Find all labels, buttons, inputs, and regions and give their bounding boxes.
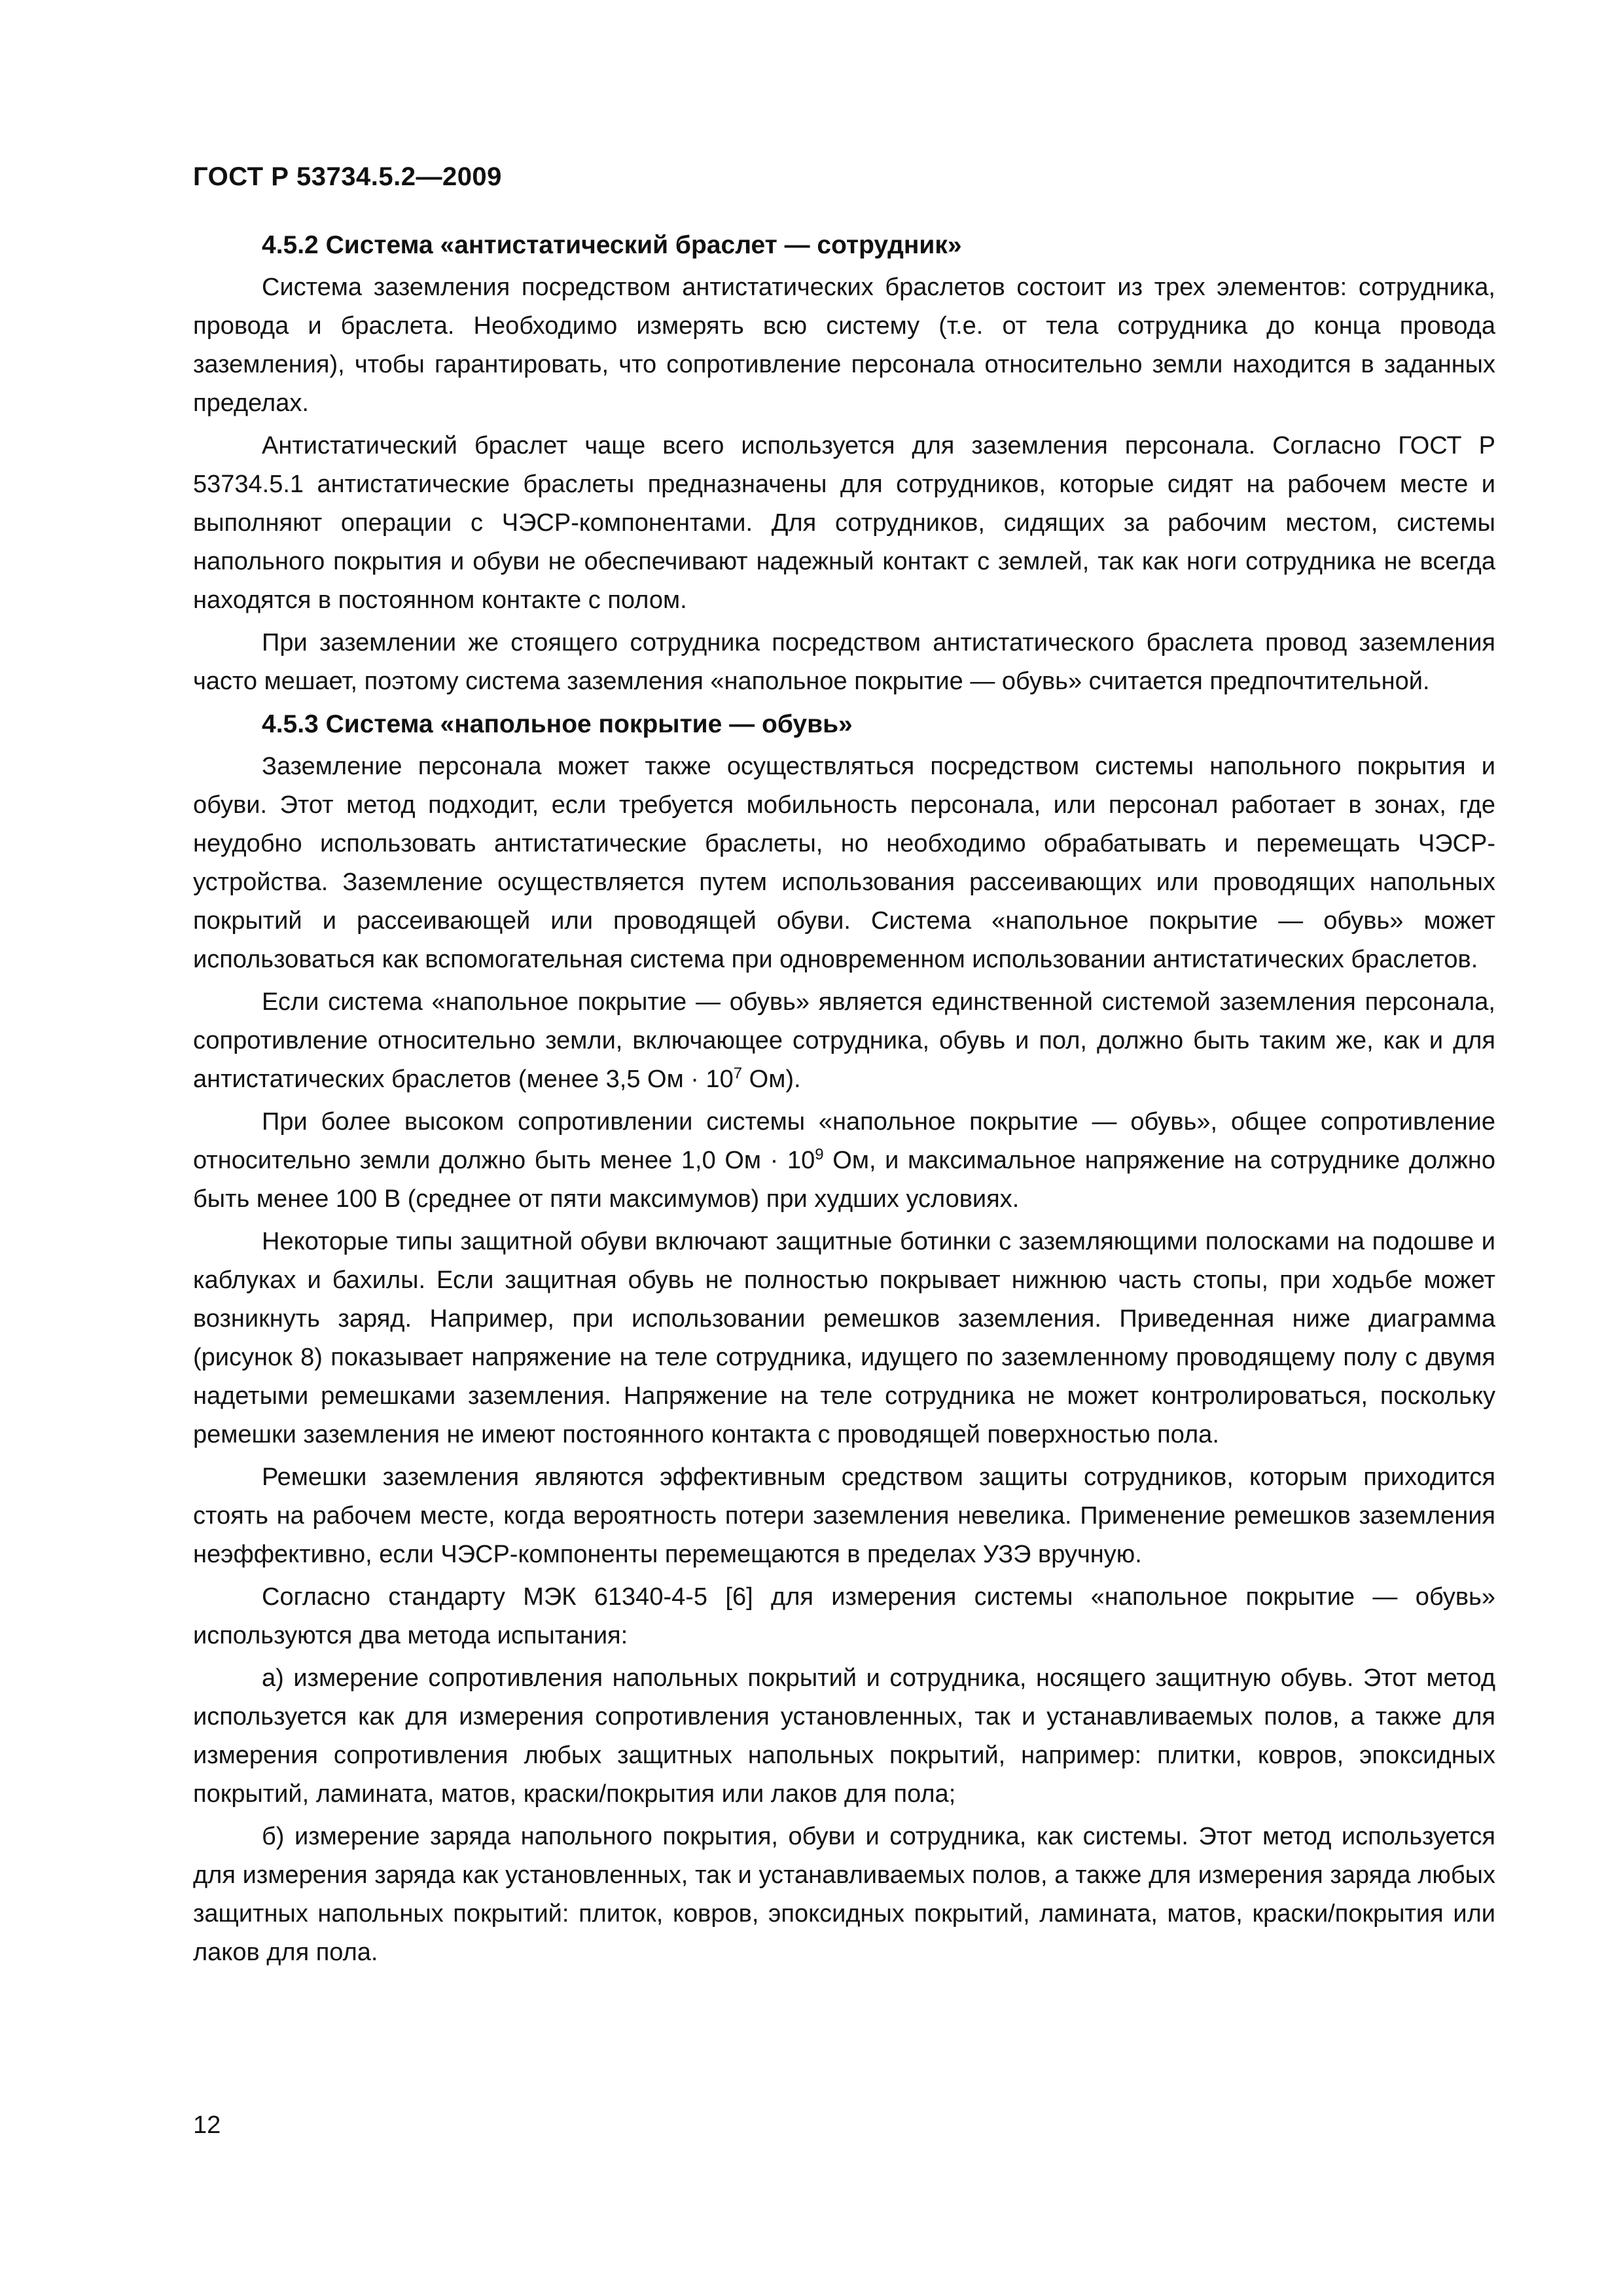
paragraph: Антистатический браслет чаще всего используется для заземления персонала. Согласно ГОСТ Р 53734.5.1 антистатические браслеты предназначены для сотрудников, которые сидят на рабочем месте и выполняют операции с ЧЭСР-компонентами. Для сотрудников, сидящих за рабочим местом, системы напольного покрытия и обуви не обеспечивают надежный контакт с землей, так как ноги сотрудника не всегда находятся в постоянном контакте с полом. <box>193 432 1495 614</box>
section-heading-4-5-2: 4.5.2 Система «антистатический браслет — сотрудник» <box>262 231 962 259</box>
document-body <box>193 226 1495 1976</box>
paragraph: Ремешки заземления являются эффективным средством защиты сотрудников, которым приходится стоять на рабочем месте, когда вероятность потери заземления невелика. Применение ремешков заземления неэффективно, если ЧЭСР-компоненты перемещаются в пределах УЗЭ вручную. <box>193 1463 1495 1568</box>
paragraph-text: При более высоком сопротивлении системы «напольное покрытие — обувь», общее сопротивление относительно земли должно быть менее 1,0 Ом · 10 <box>193 1108 1495 1174</box>
document-header: ГОСТ Р 53734.5.2—2009 <box>193 162 502 191</box>
section-heading-4-5-3: 4.5.3 Система «напольное покрытие — обувь» <box>262 710 853 738</box>
paragraph: Некоторые типы защитной обуви включают защитные ботинки с заземляющими полосками на подошве и каблуках и бахилы. Если защитная обувь не полностью покрывает нижнюю часть стопы, при ходьбе может возникнуть заряд. Например, при использовании ремешков заземления. Приведенная ниже диаграмма (рисунок 8) показывает напряжение на теле сотрудника, идущего по заземленному проводящему полу с двумя надетыми ремешками заземления. Напряжение на теле сотрудника не может контролироваться, поскольку ремешки заземления не имеют постоянного контакта с проводящей поверхностью пола. <box>193 1228 1495 1448</box>
paragraph: При заземлении же стоящего сотрудника посредством антистатического браслета провод заземления часто мешает, поэтому система заземления «напольное покрытие — обувь» считается предпочтительной. <box>193 629 1495 695</box>
paragraph: Система заземления посредством антистатических браслетов состоит из трех элементов: сотрудника, провода и браслета. Необходимо измерять всю систему (т.е. от тела сотрудника до конца провода заземления), чтобы гарантировать, что сопротивление персонала относительно земли находится в заданных пределах. <box>193 274 1495 417</box>
paragraph-resistance-limit <box>193 983 1495 1099</box>
paragraph-voltage-limit <box>193 1103 1495 1219</box>
exponent: 9 <box>815 1145 824 1164</box>
list-item-a: а) измерение сопротивления напольных покрытий и сотрудника, носящего защитную обувь. Этот метод используется как для измерения сопротивления установленных, так и устанавливаемых полов, а также для измерения сопротивления любых защитных напольных покрытий, например: плитки, ковров, эпоксидных покрытий, ламината, матов, краски/покрытия или лаков для пола; <box>193 1664 1495 1808</box>
exponent: 7 <box>733 1064 743 1083</box>
paragraph: Заземление персонала может также осуществляться посредством системы напольного покрытия и обуви. Этот метод подходит, если требуется мобильность персонала, или персонал работает в зонах, где неудобно использовать антистатические браслеты, но необходимо обрабатывать и перемещать ЧЭСР-устройства. Заземление осуществляется путем использования рассеивающих или проводящих напольных покрытий и рассеивающей или проводящей обуви. Система «напольное покрытие — обувь» может использоваться как вспомогательная система при одновременном использовании антистатических браслетов. <box>193 753 1495 973</box>
paragraph: Согласно стандарту МЭК 61340-4-5 [6] для измерения системы «напольное покрытие — обувь» используются два метода испытания: <box>193 1583 1495 1649</box>
paragraph-text: Если система «напольное покрытие — обувь» является единственной системой заземления персонала, сопротивление относительно земли, включающее сотрудника, обувь и пол, должно быть таким же, как и для антистатических браслетов (менее 3,5 Ом · 10 <box>193 988 1495 1093</box>
list-item-b: б) измерение заряда напольного покрытия, обуви и сотрудника, как системы. Этот метод используется для измерения заряда как установленных, так и устанавливаемых полов, а также для измерения заряда любых защитных напольных покрытий: плиток, ковров, эпоксидных покрытий, ламината, матов, краски/покрытия или лаков для пола. <box>193 1823 1495 1966</box>
page-number: 12 <box>193 2111 221 2139</box>
paragraph-text-end: Ом, и максимальное напряжение на сотруднике должно быть менее 100 В (среднее от пяти максимумов) при худших условиях. <box>193 1147 1495 1213</box>
paragraph-text-end: Ом). <box>742 1066 801 1093</box>
